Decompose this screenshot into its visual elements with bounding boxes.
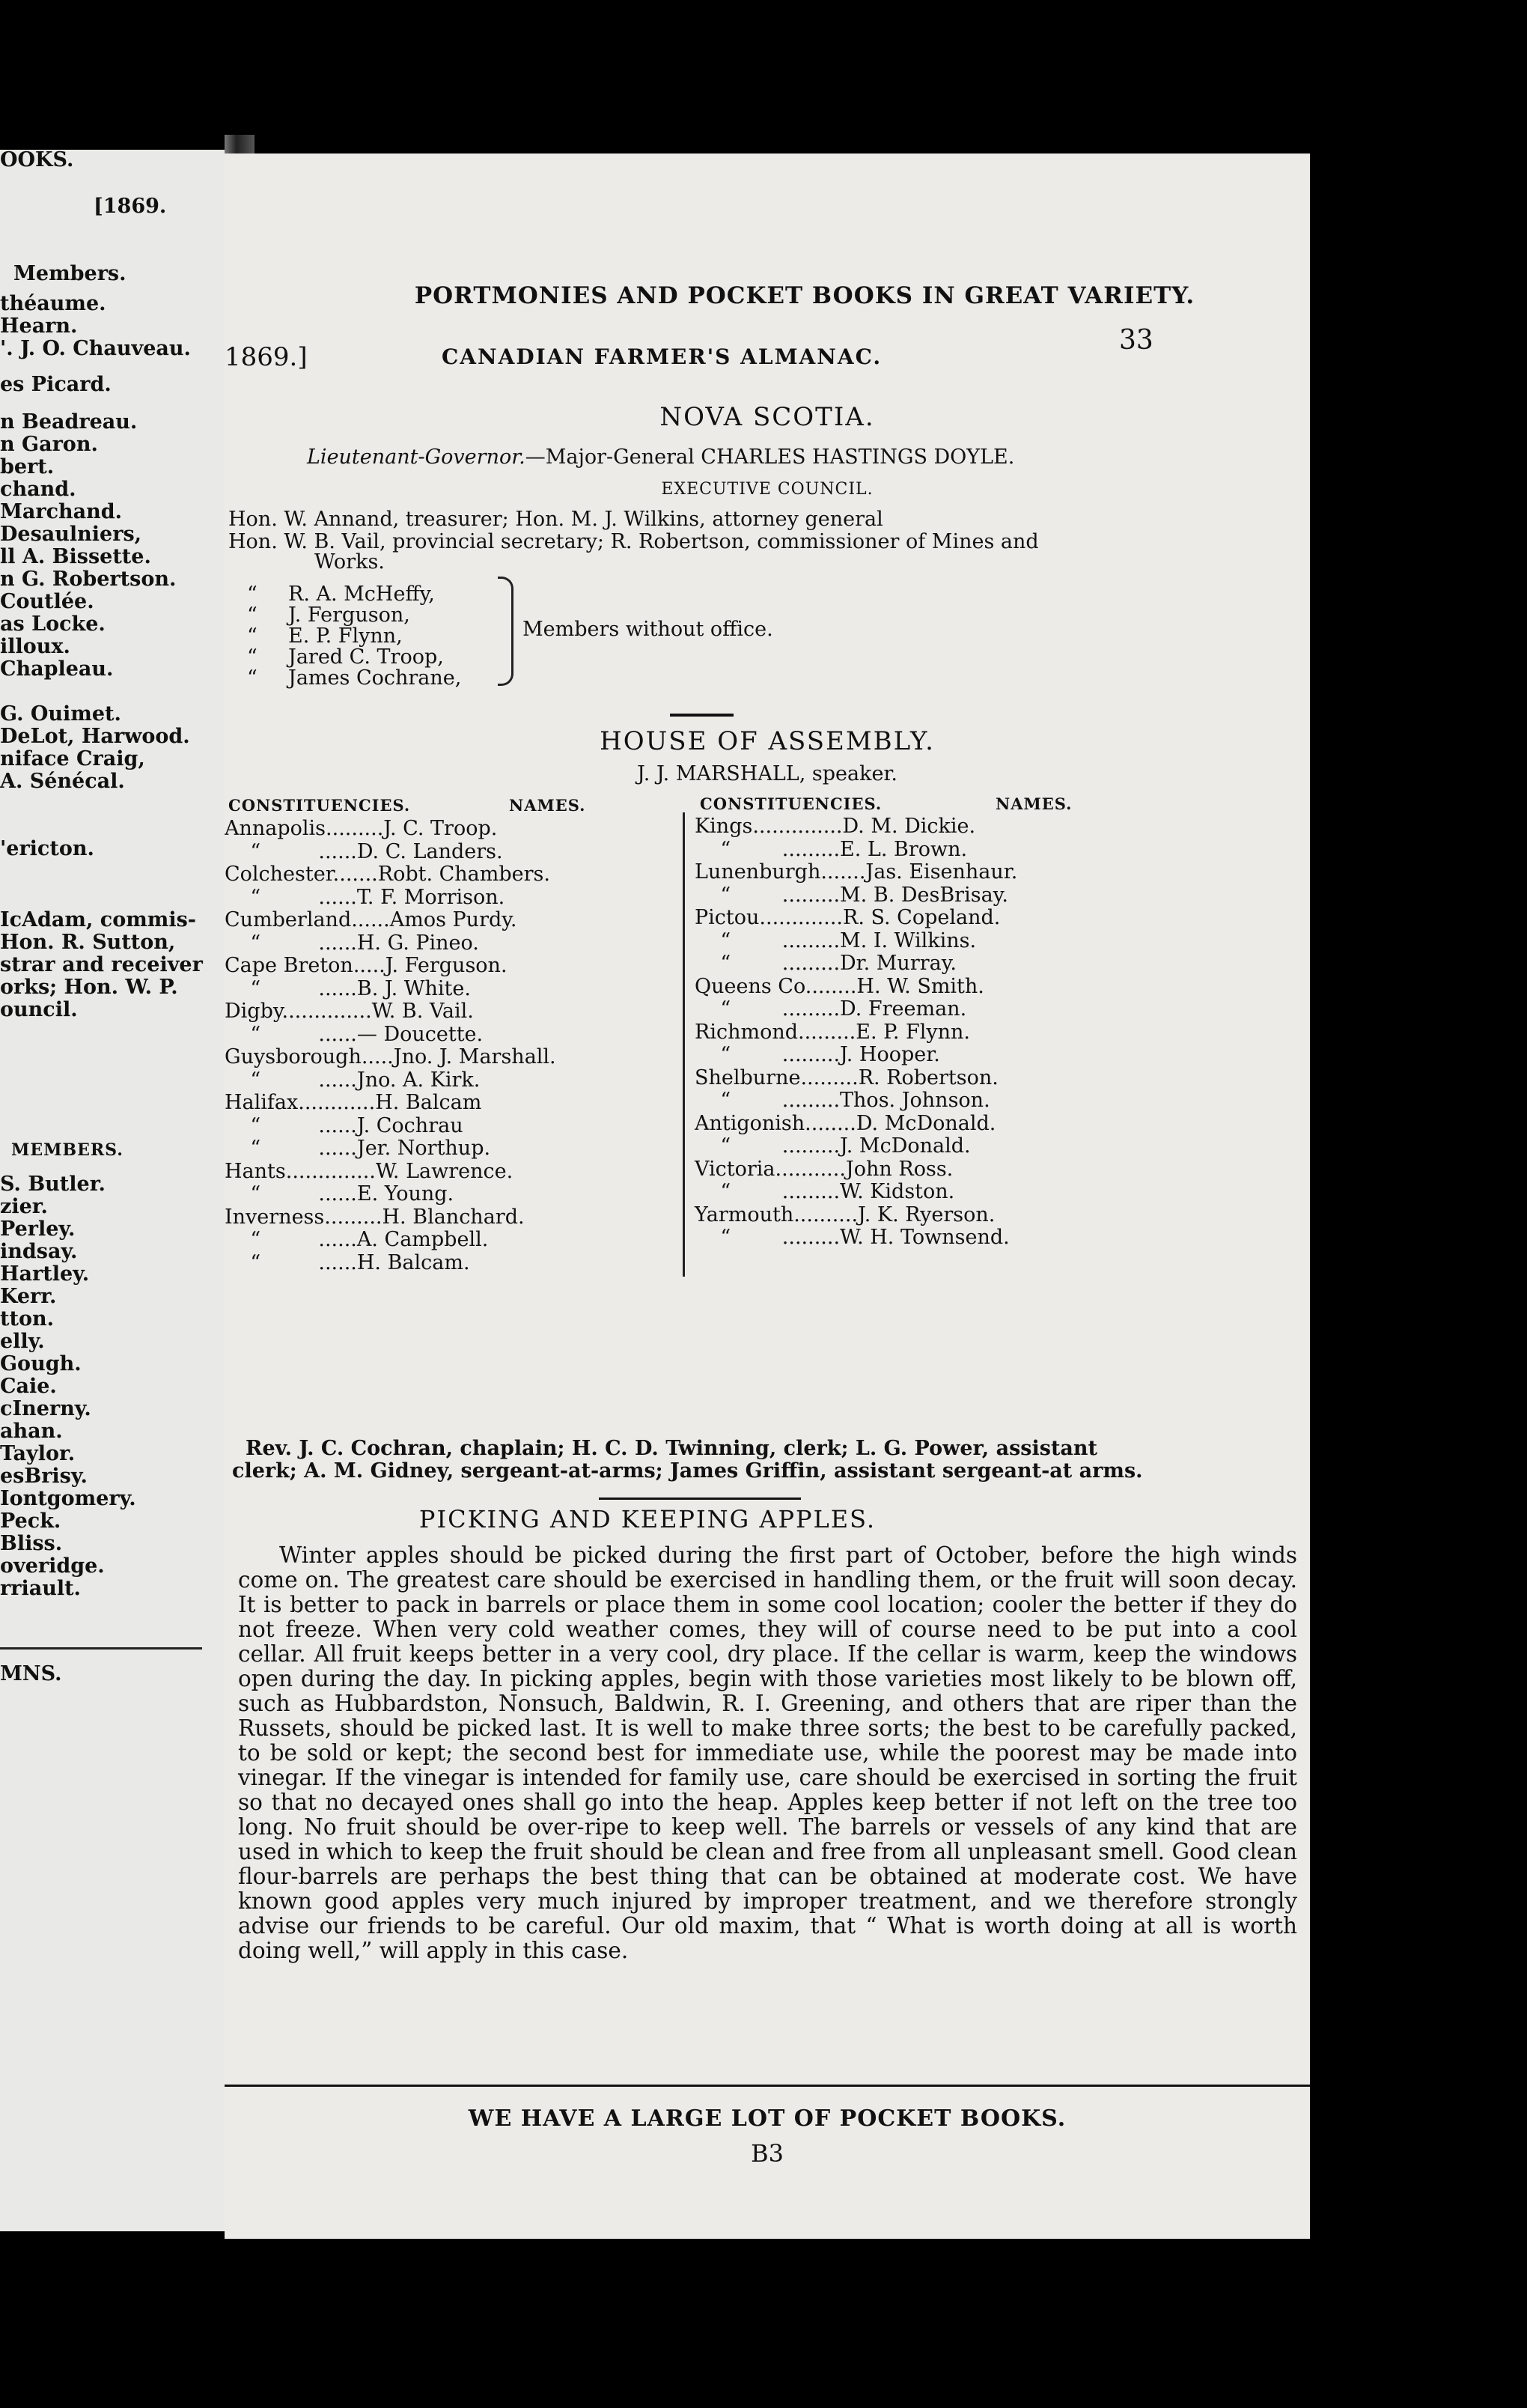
constituency-row: “ .........M. B. DesBrisay.	[695, 883, 1008, 907]
right-col-names: NAMES.	[996, 794, 1073, 813]
left-page-line: Members.	[13, 262, 127, 285]
constituency-row: Yarmouth..........J. K. Ryerson.	[695, 1203, 996, 1226]
council-member: R. A. McHeffy,	[288, 583, 435, 606]
constituency-row: Queens Co........H. W. Smith.	[695, 974, 984, 998]
constituency-row: “ .........D. Freeman.	[695, 997, 967, 1021]
constituency-row: Guysborough.....Jno. J. Marshall.	[225, 1045, 556, 1068]
constituency-row: Kings..............D. M. Dickie.	[695, 815, 976, 838]
constituency-row: “ .........W. Kidston.	[695, 1180, 955, 1203]
left-page-line: A. Sénécal.	[0, 770, 125, 793]
left-page-line: Caie.	[0, 1375, 57, 1398]
left-page-line: niface Craig,	[0, 747, 145, 770]
footer-advert: WE HAVE A LARGE LOT OF POCKET BOOKS.	[468, 2106, 1067, 2132]
left-page-line: ll A. Bissette.	[0, 545, 151, 568]
left-page-line: Peck.	[0, 1509, 61, 1533]
constituency-row: Halifax............H. Balcam	[225, 1091, 482, 1114]
left-page-line: orks; Hon. W. P.	[0, 976, 178, 999]
constituency-row: “ ......J. Cochrau	[225, 1113, 463, 1137]
constituency-row: “ ......D. C. Landers.	[225, 839, 503, 863]
executive-line-2: Hon. W. B. Vail, provincial secretary; R. Robertson, commissioner of Mines and	[228, 530, 1039, 553]
constituency-row: Pictou.............R. S. Copeland.	[695, 906, 1001, 929]
council-member: J. Ferguson,	[288, 603, 410, 627]
constituency-row: “ ......E. Young.	[225, 1182, 454, 1205]
ditto-mark: “	[247, 603, 257, 627]
constituency-row: “ .........E. L. Brown.	[695, 837, 968, 861]
executive-line-1: Hon. W. Annand, treasurer; Hon. M. J. Wilkins, attorney general	[228, 508, 883, 531]
left-page-line: ahan.	[0, 1420, 63, 1443]
left-page-rule	[0, 1647, 202, 1650]
constituency-row: “ .........J. McDonald.	[695, 1134, 971, 1158]
constituency-row: Victoria...........John Ross.	[695, 1157, 954, 1181]
left-page-line: Kerr.	[0, 1285, 57, 1308]
constituency-row: Lunenburgh.......Jas. Eisenhaur.	[695, 860, 1018, 884]
constituency-row: “ ......H. G. Pineo.	[225, 931, 479, 955]
council-member: James Cochrane,	[288, 666, 462, 690]
constituency-row: Digby..............W. B. Vail.	[225, 1000, 474, 1023]
left-page-line: es Picard.	[0, 373, 112, 396]
apples-title: PICKING AND KEEPING APPLES.	[418, 1505, 877, 1533]
left-page-line: Marchand.	[0, 500, 123, 523]
left-page-line: illoux.	[0, 635, 70, 658]
left-page-line: overidge.	[0, 1554, 105, 1578]
left-page-line: Perley.	[0, 1217, 76, 1241]
lieutenant-governor-label: Lieutenant-Governor.	[307, 446, 525, 469]
left-page-line: MNS.	[0, 1662, 62, 1685]
left-page-line: Bliss.	[0, 1532, 63, 1555]
members-without-office-label: Members without office.	[522, 618, 773, 641]
left-page-line: théaume.	[0, 292, 106, 315]
left-page-line: Coutlée.	[0, 590, 94, 613]
left-col-constituencies: CONSTITUENCIES.	[228, 796, 411, 815]
left-page-line: MEMBERS.	[11, 1140, 124, 1160]
left-page-line: cInerny.	[0, 1397, 91, 1420]
left-page-line: S. Butler.	[0, 1173, 106, 1196]
footer-rule	[225, 2085, 1310, 2087]
ditto-mark: “	[247, 624, 257, 648]
constituency-row: “ .........W. H. Townsend.	[695, 1226, 1010, 1249]
constituency-row: “ ......— Doucette.	[225, 1022, 484, 1046]
left-page-line: strar and receiver	[0, 953, 203, 976]
left-page-line: DeLot, Harwood.	[0, 725, 190, 748]
left-page-line: Taylor.	[0, 1442, 76, 1465]
nova-scotia-title: NOVA SCOTIA.	[659, 402, 875, 432]
constituency-row: Antigonish........D. McDonald.	[695, 1111, 996, 1135]
apples-paragraph-block	[238, 1543, 1297, 1963]
left-page-line: Desaulniers,	[0, 523, 142, 546]
constituency-row: Hants..............W. Lawrence.	[225, 1159, 513, 1183]
running-header: PORTMONIES AND POCKET BOOKS IN GREAT VARIETY.	[414, 282, 1195, 309]
executive-line-3: Works.	[314, 550, 385, 574]
council-member: Jared C. Troop,	[288, 645, 444, 669]
lieutenant-governor-line	[307, 447, 1014, 467]
left-page-line: Gough.	[0, 1352, 82, 1375]
left-page-line: tton.	[0, 1307, 54, 1331]
constituency-row: Richmond.........E. P. Flynn.	[695, 1020, 970, 1044]
ditto-mark: “	[247, 583, 257, 606]
constituency-row: “ .........M. I. Wilkins.	[695, 928, 977, 952]
left-page-line: esBrisy.	[0, 1465, 88, 1488]
column-divider	[683, 812, 685, 1277]
lieutenant-governor-name: —Major-General CHARLES HASTINGS DOYLE.	[525, 446, 1015, 469]
constituency-row: “ .........Thos. Johnson.	[695, 1089, 990, 1112]
left-page-line: 'ericton.	[0, 837, 94, 860]
constituency-row: “ ......Jno. A. Kirk.	[225, 1068, 481, 1092]
left-page-line: rriault.	[0, 1577, 81, 1600]
constituency-row: “ ......Jer. Northup.	[225, 1137, 491, 1160]
constituency-row: Annapolis.........J. C. Troop.	[225, 817, 498, 840]
left-page-line: bert.	[0, 455, 55, 478]
left-page-fragment	[0, 150, 225, 2231]
constituency-row: Cumberland......Amos Purdy.	[225, 908, 517, 931]
constituency-row: “ ......H. Balcam.	[225, 1250, 470, 1274]
left-page-line: G. Ouimet.	[0, 702, 121, 726]
left-page-line: indsay.	[0, 1240, 78, 1263]
left-page-line: Chapleau.	[0, 657, 114, 681]
executive-council-title: EXECUTIVE COUNCIL.	[661, 480, 874, 499]
left-page-line: zier.	[0, 1195, 48, 1218]
constituency-row: “ ......B. J. White.	[225, 976, 471, 1000]
left-page-line: '. J. O. Chauveau.	[0, 337, 191, 360]
left-page-line: chand.	[0, 478, 76, 501]
apples-rule	[599, 1498, 801, 1500]
header-title: CANADIAN FARMER'S ALMANAC.	[442, 344, 883, 369]
constituency-row: “ ......A. Campbell.	[225, 1228, 489, 1251]
left-page-line: n Garon.	[0, 433, 98, 456]
constituency-row: “ ......T. F. Morrison.	[225, 885, 505, 909]
left-page-line: n G. Robertson.	[0, 568, 177, 591]
left-page-line: IcAdam, commis-	[0, 908, 197, 931]
speaker-line: J. J. MARSHALL, speaker.	[637, 762, 897, 785]
left-col-names: NAMES.	[509, 796, 586, 815]
left-page-line: OOKS.	[0, 150, 74, 171]
constituency-row: Colchester.......Robt. Chambers.	[225, 863, 550, 886]
ditto-mark: “	[247, 666, 257, 690]
constituency-row: Inverness.........H. Blanchard.	[225, 1205, 525, 1229]
signature-mark: B3	[751, 2139, 784, 2168]
header-year: 1869.]	[225, 342, 308, 372]
page-number: 33	[1119, 325, 1153, 356]
officers-line-1: Rev. J. C. Cochran, chaplain; H. C. D. Twinning, clerk; L. G. Power, assistant	[246, 1437, 1098, 1460]
almanac-page	[225, 153, 1310, 2239]
left-page-line: as Locke.	[0, 612, 106, 636]
constituency-row: “ .........J. Hooper.	[695, 1043, 940, 1066]
left-page-line: Iontgomery.	[0, 1487, 136, 1510]
right-col-constituencies: CONSTITUENCIES.	[700, 794, 883, 813]
left-page-line: elly.	[0, 1330, 45, 1353]
left-page-line: ouncil.	[0, 998, 78, 1021]
members-brace	[498, 577, 513, 686]
officers-line-2: clerk; A. M. Gidney, sergeant-at-arms; James Griffin, assistant sergeant-at arms.	[232, 1459, 1143, 1483]
council-member: E. P. Flynn,	[288, 624, 403, 648]
constituency-row: Cape Breton.....J. Ferguson.	[225, 954, 508, 977]
house-of-assembly-title: HOUSE OF ASSEMBLY.	[600, 726, 935, 756]
left-page-line: Hon. R. Sutton,	[0, 931, 176, 954]
left-page-line: n Beadreau.	[0, 410, 138, 434]
ditto-mark: “	[247, 645, 257, 669]
apples-paragraph: Winter apples should be picked during the first part of October, before the high winds come on. The greatest care should be exercised in handling them, or the fruit will soon decay. It is better to pack in barrels or place them in some cool location; cooler the better if they do not freeze. When very cold weather comes, they will of course need to be put into a cool cellar. All fruit keeps better in a very cool, dry place. If the cellar is warm, keep the windows open during the day. In picking apples, begin with those varieties most likely to be blown off, such as Hubbardston, Nonsuch, Baldwin, R. I. Greening, and others that are riper than the Russets, should be picked last. It is well to make three sorts; the best to be carefully packed, to be sold or kept; the second best for immediate use, while the poorest may be made into vinegar. If the vinegar is intended for family use, care should be exercised in sorting the fruit so that no decayed ones shall go into the heap. Apples keep better if not left on the tree too long. No fruit should be over-ripe to keep well. The barrels or vessels of any kind that are used in which to keep the fruit should be clean and free from all unpleasant smell. Good clean flour-barrels are perhaps the best thing that can be obtained at moderate cost. We have known good apples very much injured by improper treatment, and we therefore strongly advise our friends to be careful. Our old maxim, that “ What is worth doing at all is worth doing well,” will apply in this case.	[238, 1542, 1297, 1963]
section-rule	[670, 714, 734, 717]
left-page-line: Hartley.	[0, 1262, 90, 1286]
left-page-line: [1869.	[94, 195, 167, 218]
constituency-row: Shelburne.........R. Robertson.	[695, 1065, 999, 1089]
left-page-line: Hearn.	[0, 314, 78, 338]
constituency-row: “ .........Dr. Murray.	[695, 952, 957, 975]
